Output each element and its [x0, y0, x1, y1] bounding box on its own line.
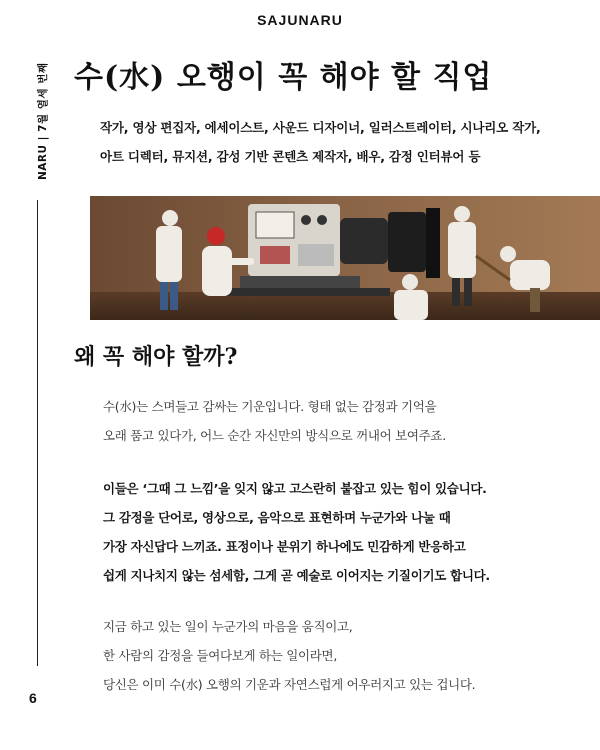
paragraph-closing [103, 612, 573, 699]
paragraph-line: 한 사람의 감정을 들여다보게 하는 일이라면, [103, 648, 337, 663]
paragraph-line: 쉽게 지나치지 않는 섬세함, 그게 곧 예술로 이어지는 기질이기도 합니다. [103, 568, 490, 583]
side-divider-line [37, 200, 38, 666]
paragraph-line: 수(水)는 스며들고 감싸는 기운입니다. 형태 없는 감정과 기억을 [103, 399, 437, 414]
job-list [100, 113, 580, 171]
brand-header: SAJUNARU [257, 12, 343, 28]
paragraph-line: 지금 하고 있는 일이 누군가의 마음을 움직이고, [103, 619, 353, 634]
film-camera-miniature-photo [90, 196, 600, 320]
paragraph-intro [103, 392, 573, 450]
section-heading: 왜 꼭 해야 할까? [74, 344, 238, 370]
paragraph-emphasis [103, 474, 573, 590]
job-list-line: 아트 디렉터, 뮤지션, 감성 기반 콘텐츠 제작자, 배우, 감정 인터뷰어 등 [100, 149, 481, 164]
page-number: 6 [29, 690, 37, 706]
paragraph-line: 그 감정을 단어로, 영상으로, 음악으로 표현하며 누군가와 나눌 때 [103, 510, 451, 525]
side-issue-text: NARU | 7월 열세 번째 [37, 62, 49, 180]
paragraph-line: 오래 품고 있다가, 어느 순간 자신만의 방식으로 꺼내어 보여주죠. [103, 428, 446, 443]
paragraph-line: 이들은 ‘그때 그 느낌’을 잊지 않고 고스란히 붙잡고 있는 힘이 있습니다. [103, 481, 487, 496]
paragraph-line: 가장 자신답다 느끼죠. 표정이나 분위기 하나에도 민감하게 반응하고 [103, 539, 466, 554]
page-title: 수(水) 오행이 꼭 해야 할 직업 [74, 60, 493, 95]
job-list-line: 작가, 영상 편집자, 에세이스트, 사운드 디자이너, 일러스트레이터, 시나리오 작가, [100, 120, 541, 135]
paragraph-line: 당신은 이미 수(水) 오행의 기운과 자연스럽게 어우러지고 있는 겁니다. [103, 677, 476, 692]
side-issue-label [33, 58, 49, 238]
